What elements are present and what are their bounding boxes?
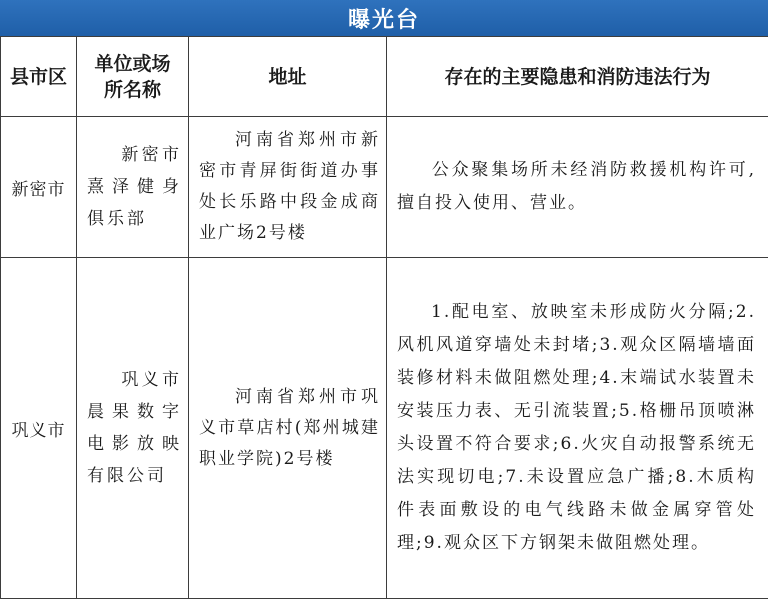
header-address: 地址 — [189, 37, 387, 117]
address-text: 河南省郑州市新密市青屏街街道办事处长乐路中段金成商业广场2号楼 — [199, 130, 380, 243]
address-cell — [189, 117, 387, 258]
issues-text: 公众聚集场所未经消防救援机构许可,擅自投入使用、营业。 — [397, 160, 756, 213]
issues-cell — [387, 117, 768, 258]
header-county: 县市区 — [1, 37, 77, 117]
county-cell: 新密市 — [1, 117, 77, 258]
address-cell — [189, 258, 387, 599]
address-text: 河南省郑州市巩义市草店村(郑州城建职业学院)2号楼 — [199, 386, 380, 469]
page-title: 曝光台 — [0, 0, 768, 36]
table-row — [1, 117, 768, 258]
issues-cell — [387, 258, 768, 599]
county-cell: 巩义市 — [1, 258, 77, 599]
unit-name-cell — [77, 117, 189, 258]
header-unit — [77, 37, 189, 117]
unit-name-text: 新密市熹泽健身俱乐部 — [87, 145, 182, 229]
header-issues: 存在的主要隐患和消防违法行为 — [387, 37, 768, 117]
unit-name-text: 巩义市晨果数字电影放映有限公司 — [87, 370, 182, 486]
header-unit-label: 单位或场所名称 — [94, 52, 171, 101]
table-header-row — [1, 37, 768, 117]
unit-name-cell — [77, 258, 189, 599]
issues-text: 1.配电室、放映室未形成防火分隔;2.风机风道穿墙处未封堵;3.观众区隔墙墙面装修材料未做阻燃处理;4.末端试水装置未安装压力表、无引流装置;5.格栅吊顶喷淋头设置不符合要求;6.火灾自动报警系统无法实现切电;7.未设置应急广播;8.木质构件表面敷设的电气线路未做金属穿管处理;9.观众区下方钢架未做阻燃处理。 — [397, 302, 756, 553]
table-row — [1, 258, 768, 599]
violations-table — [0, 36, 768, 599]
